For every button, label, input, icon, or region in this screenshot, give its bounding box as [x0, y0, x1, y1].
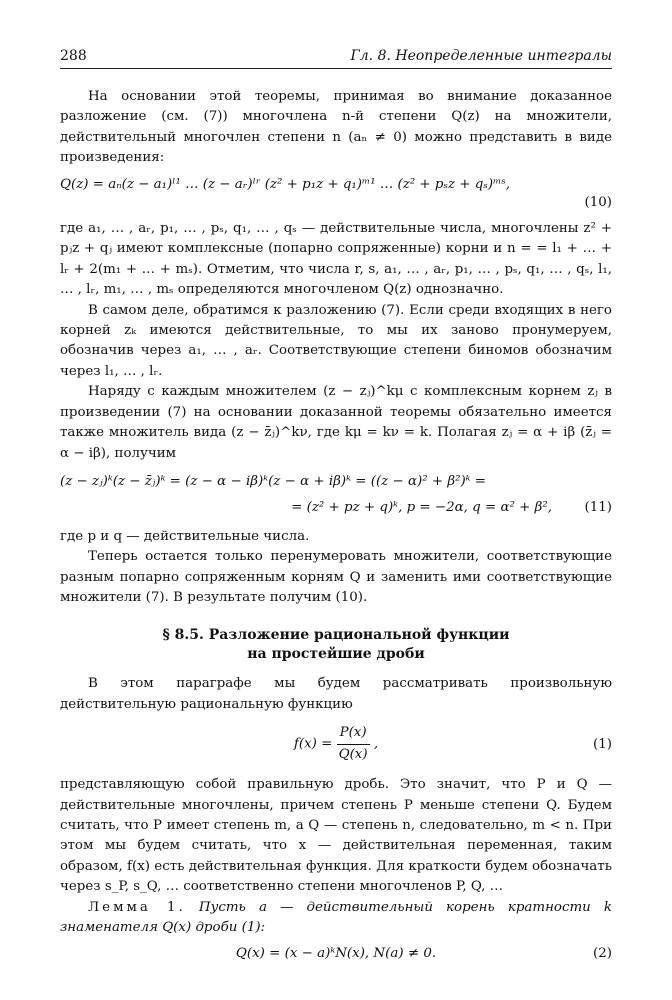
page-number: 288 — [60, 48, 87, 64]
equation-number: (1) — [593, 737, 612, 753]
equation-11 — [60, 472, 612, 519]
lemma — [60, 898, 612, 939]
paragraph: где p и q — действительные числа. — [60, 528, 310, 544]
section-heading-line: на простейшие дроби — [247, 646, 425, 663]
page-body — [60, 87, 612, 965]
equation-number: (10) — [584, 194, 612, 210]
page-header — [60, 48, 612, 69]
equation-formula: Q(x) = (x − a)ᵏN(x), N(a) ≠ 0. — [235, 946, 437, 962]
equation-lhs: f(x) = — [293, 736, 333, 752]
fraction-denominator: Q(x) — [338, 746, 368, 762]
paragraph: представляющую собой правильную дробь. Это значит, что P и Q — действительные многочлены, причем степень P меньше степени Q. Будем считать, что P имеет степень m, а Q — степень n, следовательно, m < n. При этом мы будем считать, что x — действительная переменная, таким образом, f(x) есть действительная функция. Для краткости будем обозначать через s_P, s_Q, … соответственно степени многочленов P, Q, … — [60, 777, 612, 895]
paragraph: На основании этой теоремы, принимая во внимание доказанное разложение (см. (7)) многочлена n-й степени Q(z) на множители, действительный многочлен степени n (aₙ ≠ 0) можно представить в виде произведения: — [60, 89, 612, 166]
paragraph: В самом деле, обратимся к разложению (7). Если среди входящих в него корней zₖ имеются действительные, то мы их заново пронумеруем, обозначив через a₁, … , aᵣ. Соответствующие степени биномов обозначим через l₁, … , lᵣ. — [60, 302, 612, 379]
equation-tail: , — [373, 736, 379, 752]
paragraph: В этом параграфе мы будем рассматривать произвольную действительную рациональную функцию — [60, 676, 612, 712]
lemma-text: Пусть a — действительный корень кратности k знаменателя Q(x) дроби (1): — [60, 899, 612, 935]
fraction — [337, 723, 370, 765]
lemma-heading: Лемма 1. — [88, 899, 186, 915]
equation-number: (11) — [584, 500, 612, 516]
paragraph: где a₁, … , aᵣ, p₁, … , pₛ, q₁, … , qₛ — действительные числа, многочлены z² + pⱼz + qⱼ имеют комплексные (попарно сопряженные) корни и n = = l₁ + … + lᵣ + 2(m₁ + … + mₛ). Отметим, что числа r, s, a₁, … , aᵣ, p₁, … , pₛ, q₁, … , qₛ, l₁, … , lᵣ, m₁, … , mₛ определяются многочленом Q(z) однозначно. — [60, 221, 612, 298]
paragraph: Теперь остается только перенумеровать множители, соответствующие разным попарно сопряженным корням Q и заменить ими соответствующие множители (7). В результате получим (10). — [60, 549, 612, 605]
book-page — [60, 48, 612, 971]
running-title: Гл. 8. Неопределенные интегралы — [350, 48, 612, 64]
equation-line: (z − zⱼ)ᵏ(z − z̄ⱼ)ᵏ = (z − α − iβ)ᵏ(z − α + iβ)ᵏ = ((z − α)² + β²)ᵏ = — [60, 473, 487, 489]
equation-formula: Q(z) = aₙ(z − a₁)ˡ¹ … (z − aᵣ)ˡʳ (z² + p₁z + q₁)ᵐ¹ … (z² + pₛz + qₛ)ᵐˢ, — [60, 176, 511, 192]
equation-line: = (z² + pz + q)ᵏ, p = −2α, q = α² + β², — [291, 500, 552, 516]
equation-10 — [60, 175, 612, 213]
paragraph: Наряду с каждым множителем (z − zⱼ)^kμ с комплексным корнем zⱼ в произведении (7) на основании доказанной теоремы обязательно имеется также множитель вида (z − z̄ⱼ)^kν, где kμ = kν = k. Полагая zⱼ = α + iβ (z̄ⱼ = α − iβ), получим — [60, 384, 612, 461]
section-heading-line: § 8.5. Разложение рациональной функции — [162, 627, 510, 644]
equation-1 — [60, 723, 612, 767]
equation-number: (2) — [593, 946, 612, 962]
equation-2 — [60, 944, 612, 964]
section-heading — [60, 626, 612, 664]
fraction-numerator: P(x) — [337, 723, 370, 744]
